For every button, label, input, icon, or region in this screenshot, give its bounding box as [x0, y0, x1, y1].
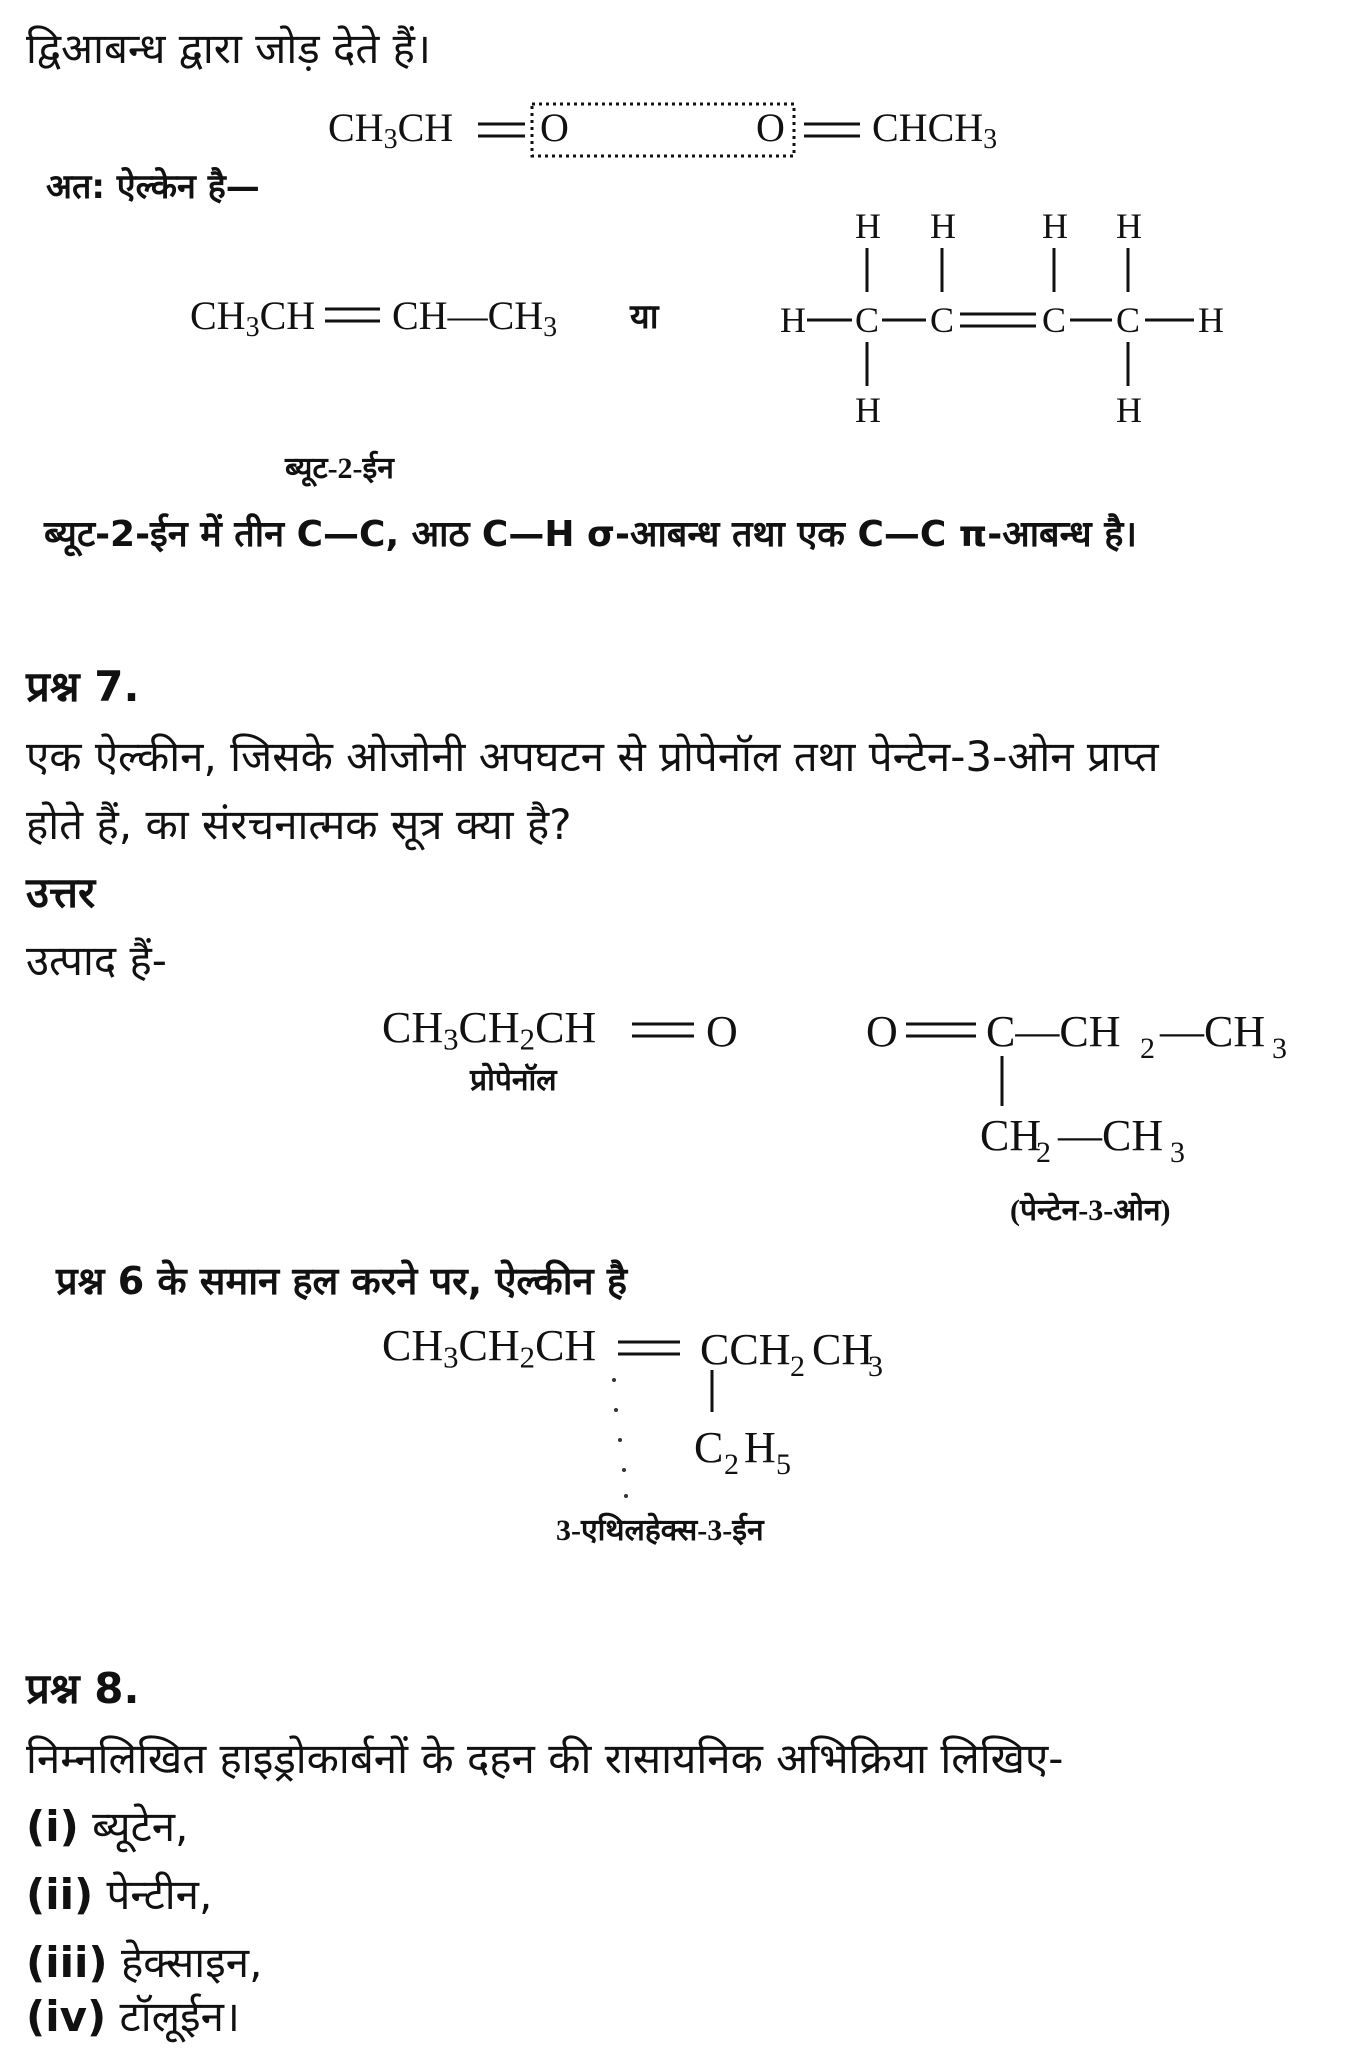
- but2ene-name: ब्यूट-2-ईन: [285, 452, 394, 485]
- but2ene-ch-ch3: CH—CH: [392, 293, 544, 338]
- svg-text:C: C: [1116, 300, 1141, 340]
- ethylhexene-name: 3-एथिलहेक्स-3-ईन: [556, 1514, 764, 1547]
- svg-text:H: H: [930, 206, 956, 246]
- q8-item-4-num: (iv): [26, 1992, 107, 2041]
- svg-text:C—CH: C—CH: [986, 1007, 1121, 1056]
- hence-alkene-label: अत: ऐल्केन है—: [46, 167, 260, 207]
- q8-item-2-num: (ii): [26, 1870, 94, 1919]
- svg-text:H: H: [744, 1423, 776, 1472]
- q8-item-2-text: पेन्टीन,: [93, 1870, 213, 1919]
- svg-text:C: C: [855, 300, 880, 340]
- svg-text:CH: CH: [812, 1325, 874, 1374]
- q8-item-4-text: टॉलूईन।: [106, 1992, 240, 2041]
- pentanone-name: (पेन्टेन-3-ओन): [1010, 1194, 1171, 1227]
- svg-text:CH: CH: [980, 1111, 1042, 1160]
- svg-text:C: C: [1042, 300, 1067, 340]
- ozonide-right: $CHCH_3$: [872, 105, 998, 155]
- but2ene-structure: [0, 0, 1350, 560]
- svg-text:2: 2: [1036, 1136, 1051, 1169]
- svg-text:3: 3: [868, 1350, 883, 1383]
- svg-text:H: H: [1116, 206, 1142, 246]
- q8-item-3-num: (iii): [26, 1938, 108, 1987]
- svg-text:C: C: [930, 300, 955, 340]
- svg-text:3: 3: [1272, 1032, 1287, 1065]
- q7-answer-label: उत्तर: [26, 868, 96, 917]
- ozonide-o-left: O: [540, 105, 569, 150]
- svg-text:3: 3: [1170, 1136, 1185, 1169]
- ethylhexene-left: $CH_3CH_2CH$: [382, 1321, 597, 1375]
- q7-question-line-1: एक ऐल्कीन, जिसके ओजोनी अपघटन से प्रोपेनॉल तथा पेन्टेन-3-ओन प्राप्त: [26, 732, 1159, 781]
- q8-item-2: [26, 1868, 212, 1923]
- or-word: या: [630, 297, 659, 337]
- q8-item-4: [26, 1990, 240, 2045]
- svg-text:H: H: [1042, 206, 1068, 246]
- q7-products-label: उत्पाद हैं-: [26, 936, 167, 985]
- but2ene-condensed: $CH_3CH$: [190, 293, 316, 343]
- svg-text:CCH: CCH: [700, 1325, 791, 1374]
- ethylhexene-structure: [0, 1300, 1350, 1600]
- q7-similar-note: प्रश्न 6 के समान हल करने पर, ऐल्कीन है: [56, 1259, 628, 1303]
- svg-text:2: 2: [724, 1448, 739, 1481]
- but2ene-bond-note: ब्यूट-2-ईन में तीन C—C, आठ C—H σ-आबन्ध तथा एक C—C π-आबन्ध है।: [44, 514, 1137, 555]
- svg-text:O: O: [866, 1007, 898, 1056]
- svg-text:—CH: —CH: [1160, 1007, 1266, 1056]
- svg-text:C: C: [694, 1423, 724, 1472]
- ozonide-left: $CH_3CH$: [328, 105, 454, 155]
- but2ene-ch: CH: [259, 293, 316, 338]
- svg-text:H: H: [1198, 300, 1224, 340]
- q8-item-1: [26, 1800, 188, 1855]
- q7-heading: प्रश्न 7.: [26, 662, 140, 711]
- q8-item-1-num: (i): [26, 1802, 79, 1851]
- q8-question: निम्नलिखित हाइड्रोकार्बनों के दहन की रासायनिक अभिक्रिया लिखिए-: [26, 1734, 1064, 1783]
- ozonide-chch3: CHCH: [872, 105, 984, 150]
- svg-text:H: H: [855, 206, 881, 246]
- svg-text:2: 2: [790, 1350, 805, 1383]
- but2ene-condensed-right: $CH—CH_3$: [392, 293, 558, 343]
- svg-text:—CH: —CH: [1058, 1111, 1164, 1160]
- svg-text:H: H: [780, 300, 806, 340]
- svg-text:H: H: [1116, 390, 1142, 430]
- q8-item-3-text: हेक्साइन,: [107, 1938, 263, 1987]
- svg-text:H: H: [855, 390, 881, 430]
- pentanone-structure: [0, 980, 1350, 1220]
- but2ene-ch3: CH: [190, 293, 246, 338]
- svg-text:O: O: [706, 1007, 738, 1056]
- q7-question-line-2: होते हैं, का संरचनात्मक सूत्र क्या है?: [26, 800, 572, 849]
- ozonide-o-right: O: [756, 105, 785, 150]
- propanal-name: प्रोपेनॉल: [470, 1064, 557, 1097]
- q8-heading: प्रश्न 8.: [26, 1664, 140, 1713]
- ozonide-ch-left: CH: [397, 105, 454, 150]
- svg-text:2: 2: [1140, 1032, 1155, 1065]
- svg-text:5: 5: [776, 1448, 791, 1481]
- propanal-formula: $CH_3CH_2CH$: [382, 1003, 597, 1057]
- intro-line: द्विआबन्ध द्वारा जोड़ देते हैं।: [26, 24, 431, 73]
- q8-item-3: [26, 1936, 262, 1991]
- ozonide-ch3-left: CH: [328, 105, 384, 150]
- q8-item-1-text: ब्यूटेन,: [78, 1802, 189, 1851]
